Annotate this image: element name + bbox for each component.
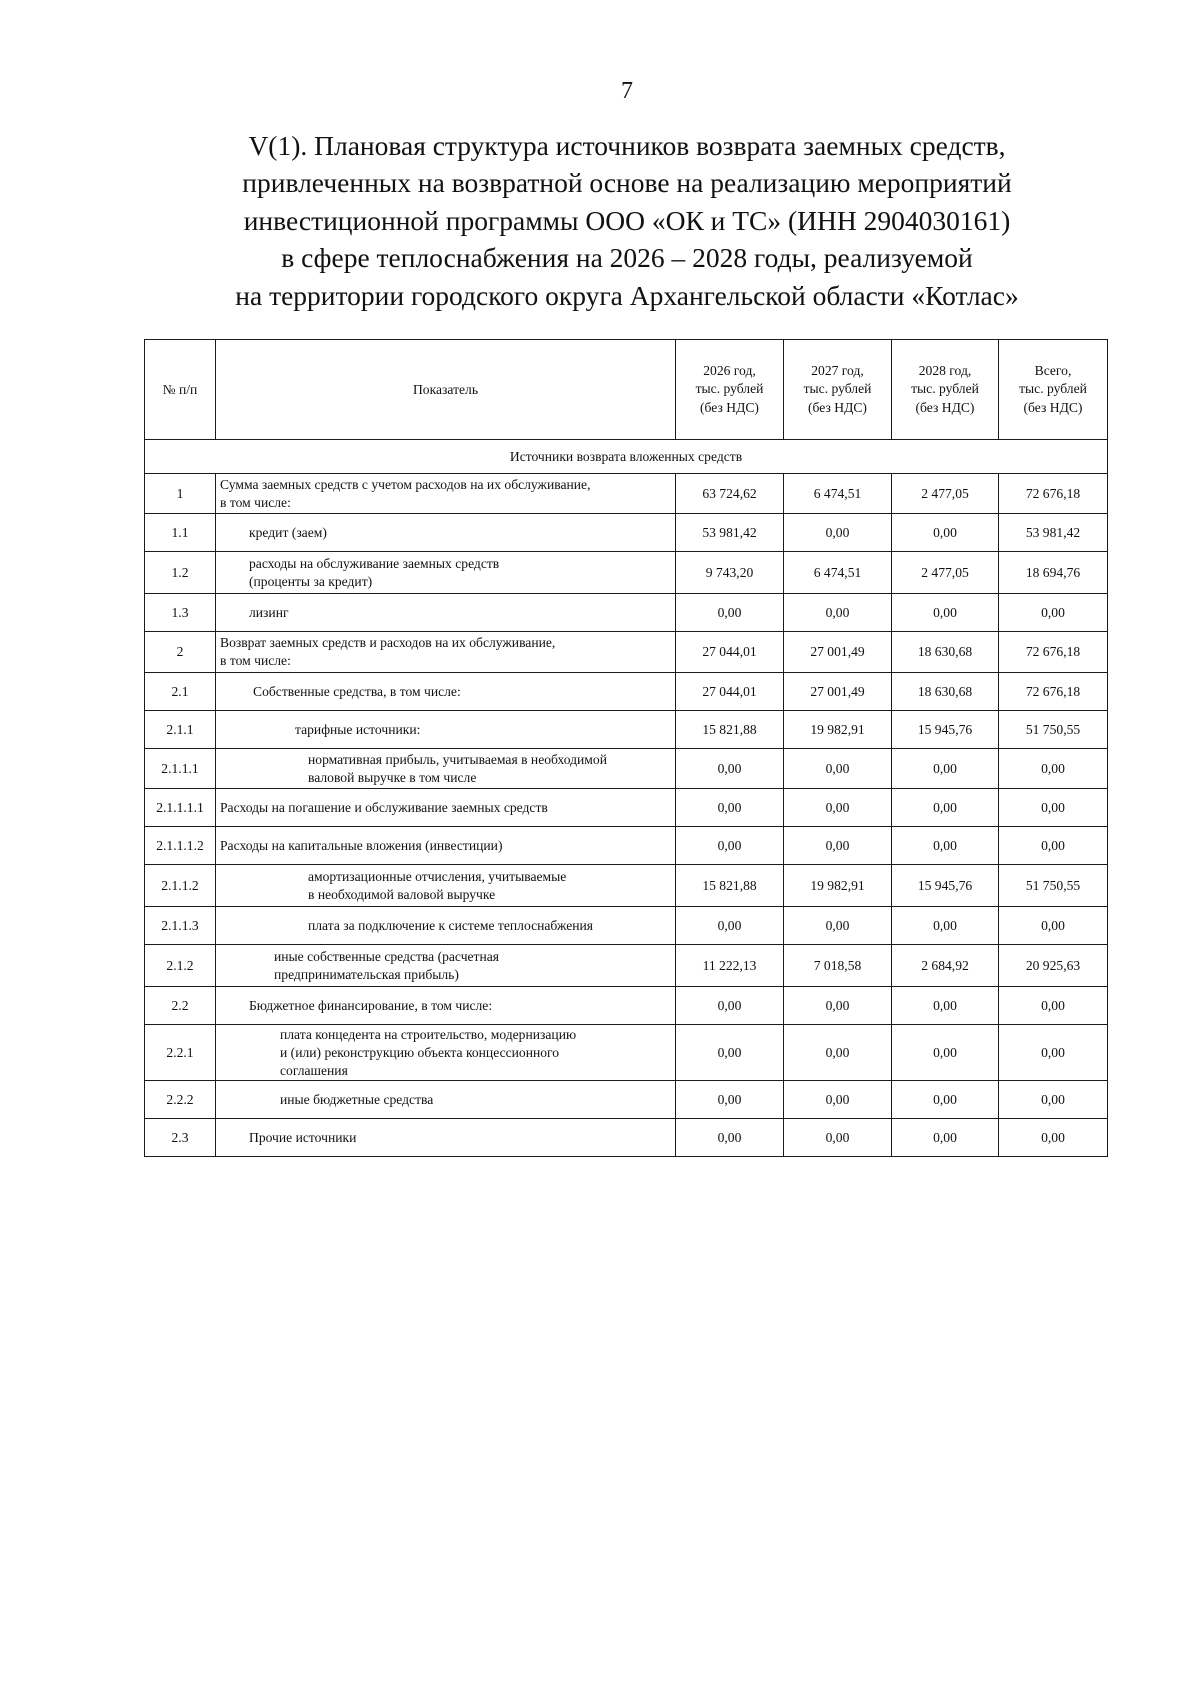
row-indicator (216, 514, 676, 552)
table-header-row (145, 340, 1108, 440)
header-line: (без НДС) (915, 399, 975, 415)
indicator-line: кредит (заем) (249, 524, 327, 540)
value-2026: 27 044,01 (676, 632, 784, 673)
value-2028: 0,00 (892, 789, 999, 827)
row-number: 1 (145, 474, 216, 514)
value-total: 72 676,18 (999, 632, 1108, 673)
row-number: 2.1 (145, 673, 216, 711)
value-2027: 0,00 (784, 907, 892, 945)
value-total: 72 676,18 (999, 474, 1108, 514)
indicator-line: валовой выручке в том числе (308, 769, 477, 785)
header-total (999, 340, 1108, 440)
indicator-line: Бюджетное финансирование, в том числе: (249, 997, 493, 1013)
row-number: 1.2 (145, 552, 216, 594)
header-2027 (784, 340, 892, 440)
row-number: 2.1.1.1.2 (145, 827, 216, 865)
title-line: в сфере теплоснабжения на 2026 – 2028 годы, реализуемой (281, 242, 973, 274)
value-total: 53 981,42 (999, 514, 1108, 552)
row-indicator (216, 552, 676, 594)
value-2028: 2 477,05 (892, 552, 999, 594)
value-total: 0,00 (999, 827, 1108, 865)
value-total: 51 750,55 (999, 865, 1108, 907)
value-2028: 0,00 (892, 1025, 999, 1081)
indicator-line: в том числе: (220, 653, 291, 668)
row-number: 1.3 (145, 594, 216, 632)
title-line: привлеченных на возвратной основе на реализацию мероприятий (242, 167, 1012, 199)
value-2028: 0,00 (892, 827, 999, 865)
header-line: тыс. рублей (1019, 381, 1087, 397)
value-2028: 18 630,68 (892, 632, 999, 673)
value-2028: 2 477,05 (892, 474, 999, 514)
row-indicator (216, 1025, 676, 1081)
page-number: 7 (621, 78, 633, 104)
header-line: Всего, (1034, 362, 1072, 378)
indicator-line: иные собственные средства (расчетная (274, 948, 500, 964)
row-number: 2.1.1.1 (145, 749, 216, 789)
table-row (145, 907, 1108, 945)
header-line: (без НДС) (1023, 399, 1083, 415)
row-indicator (216, 749, 676, 789)
table-row (145, 474, 1108, 514)
value-2027: 0,00 (784, 827, 892, 865)
indicator-line: соглашения (280, 1062, 348, 1078)
value-2027: 0,00 (784, 514, 892, 552)
value-2027: 0,00 (784, 789, 892, 827)
row-indicator (216, 711, 676, 749)
value-2026: 0,00 (676, 594, 784, 632)
indicator-line: расходы на обслуживание заемных средств (249, 555, 500, 571)
header-name: Показатель (216, 340, 676, 440)
value-2028: 18 630,68 (892, 673, 999, 711)
value-2027: 6 474,51 (784, 474, 892, 514)
value-2027: 19 982,91 (784, 711, 892, 749)
row-number: 2.2 (145, 987, 216, 1025)
indicator-line: амортизационные отчисления, учитываемые (308, 868, 567, 884)
table-row (145, 789, 1108, 827)
value-2026: 11 222,13 (676, 945, 784, 987)
section-title: Источники возврата вложенных средств (145, 440, 1108, 474)
table-row (145, 552, 1108, 594)
indicator-line: предпринимательская прибыль) (274, 966, 459, 982)
value-2027: 27 001,49 (784, 673, 892, 711)
value-2026: 0,00 (676, 1025, 784, 1081)
indicator-line: лизинг (249, 604, 289, 620)
indicator-line: Сумма заемных средств с учетом расходов на их обслуживание, (220, 476, 591, 492)
value-2026: 0,00 (676, 827, 784, 865)
title-line: инвестиционной программы ООО «ОК и ТС» (ИНН 2904030161) (243, 204, 1011, 236)
value-2028: 0,00 (892, 1119, 999, 1157)
value-2027: 19 982,91 (784, 865, 892, 907)
title-line: на территории городского округа Архангельской области «Котлас» (235, 279, 1019, 311)
row-indicator (216, 789, 676, 827)
row-indicator (216, 594, 676, 632)
row-number: 2.3 (145, 1119, 216, 1157)
row-indicator (216, 474, 676, 514)
row-indicator (216, 632, 676, 673)
value-2028: 2 684,92 (892, 945, 999, 987)
row-indicator (216, 907, 676, 945)
value-2026: 15 821,88 (676, 865, 784, 907)
value-2028: 0,00 (892, 987, 999, 1025)
table-row (145, 632, 1108, 673)
row-indicator (216, 1119, 676, 1157)
table-row (145, 1025, 1108, 1081)
value-2027: 0,00 (784, 749, 892, 789)
value-total: 0,00 (999, 749, 1108, 789)
row-number: 2 (145, 632, 216, 673)
indicator-line: Собственные средства, в том числе: (253, 683, 461, 699)
indicator-line: в необходимой валовой выручке (308, 886, 496, 902)
value-total: 0,00 (999, 1025, 1108, 1081)
indicator-line: Расходы на капитальные вложения (инвестиции) (220, 837, 503, 853)
value-2026: 27 044,01 (676, 673, 784, 711)
header-num: № п/п (145, 340, 216, 440)
table-row (145, 1119, 1108, 1157)
value-2027: 0,00 (784, 594, 892, 632)
table-row (145, 865, 1108, 907)
row-number: 2.2.2 (145, 1081, 216, 1119)
row-indicator (216, 673, 676, 711)
indicator-line: плата концедента на строительство, модернизацию (280, 1026, 577, 1042)
header-line: 2026 год, (703, 362, 756, 378)
value-2028: 0,00 (892, 907, 999, 945)
value-2026: 0,00 (676, 1119, 784, 1157)
header-line: 2027 год, (811, 362, 864, 378)
value-2028: 15 945,76 (892, 865, 999, 907)
table-row (145, 827, 1108, 865)
indicator-line: иные бюджетные средства (280, 1091, 434, 1107)
indicator-line: в том числе: (220, 494, 291, 510)
header-line: тыс. рублей (695, 381, 764, 397)
value-2027: 0,00 (784, 987, 892, 1025)
row-number: 2.1.1 (145, 711, 216, 749)
row-number: 2.1.1.3 (145, 907, 216, 945)
section-row (145, 440, 1108, 474)
value-2026: 0,00 (676, 987, 784, 1025)
indicator-line: нормативная прибыль, учитываемая в необходимой (308, 751, 607, 767)
table-row (145, 749, 1108, 789)
value-total: 0,00 (999, 594, 1108, 632)
value-total: 72 676,18 (999, 673, 1108, 711)
row-indicator (216, 827, 676, 865)
table-row (145, 945, 1108, 987)
indicator-line: плата за подключение к системе теплоснабжения (308, 917, 594, 933)
value-2026: 15 821,88 (676, 711, 784, 749)
table-row (145, 673, 1108, 711)
title-line: V(1). Плановая структура источников возврата заемных средств, (248, 130, 1006, 161)
value-2027: 6 474,51 (784, 552, 892, 594)
header-line: тыс. рублей (911, 381, 979, 397)
value-2027: 27 001,49 (784, 632, 892, 673)
value-2028: 15 945,76 (892, 711, 999, 749)
header-line: 2028 год, (918, 362, 972, 378)
value-total: 18 694,76 (999, 552, 1108, 594)
header-2026 (676, 340, 784, 440)
value-total: 0,00 (999, 987, 1108, 1025)
value-total: 51 750,55 (999, 711, 1108, 749)
value-2028: 0,00 (892, 514, 999, 552)
row-number: 2.1.1.1.1 (145, 789, 216, 827)
value-2028: 0,00 (892, 749, 999, 789)
value-total: 0,00 (999, 789, 1108, 827)
value-total: 20 925,63 (999, 945, 1108, 987)
value-2028: 0,00 (892, 1081, 999, 1119)
row-indicator (216, 987, 676, 1025)
row-number: 1.1 (145, 514, 216, 552)
indicator-line: и (или) реконструкцию объекта концессионного (280, 1044, 560, 1060)
funding-structure-table (144, 339, 1108, 1157)
header-line: (без НДС) (808, 399, 867, 415)
value-2027: 0,00 (784, 1119, 892, 1157)
row-indicator (216, 865, 676, 907)
value-2026: 0,00 (676, 907, 784, 945)
indicator-line: Возврат заемных средств и расходов на их обслуживание, (220, 635, 556, 650)
indicator-line: тарифные источники: (295, 721, 421, 737)
value-2026: 0,00 (676, 789, 784, 827)
value-2026: 53 981,42 (676, 514, 784, 552)
header-2028 (892, 340, 999, 440)
indicator-line: (проценты за кредит) (249, 573, 373, 589)
value-2028: 0,00 (892, 594, 999, 632)
value-total: 0,00 (999, 907, 1108, 945)
table-row (145, 514, 1108, 552)
table-row (145, 987, 1108, 1025)
table-row (145, 711, 1108, 749)
row-indicator (216, 945, 676, 987)
value-total: 0,00 (999, 1081, 1108, 1119)
header-line: (без НДС) (700, 399, 759, 415)
table-row (145, 1081, 1108, 1119)
value-2026: 0,00 (676, 749, 784, 789)
row-number: 2.1.1.2 (145, 865, 216, 907)
indicator-line: Расходы на погашение и обслуживание заемных средств (220, 799, 548, 815)
row-number: 2.2.1 (145, 1025, 216, 1081)
value-2026: 9 743,20 (676, 552, 784, 594)
row-indicator (216, 1081, 676, 1119)
value-total: 0,00 (999, 1119, 1108, 1157)
value-2027: 0,00 (784, 1081, 892, 1119)
header-line: тыс. рублей (803, 381, 872, 397)
value-2026: 0,00 (676, 1081, 784, 1119)
value-2027: 7 018,58 (784, 945, 892, 987)
value-2027: 0,00 (784, 1025, 892, 1081)
document-title (100, 127, 1154, 314)
table-row (145, 594, 1108, 632)
row-number: 2.1.2 (145, 945, 216, 987)
value-2026: 63 724,62 (676, 474, 784, 514)
indicator-line: Прочие источники (249, 1129, 357, 1145)
